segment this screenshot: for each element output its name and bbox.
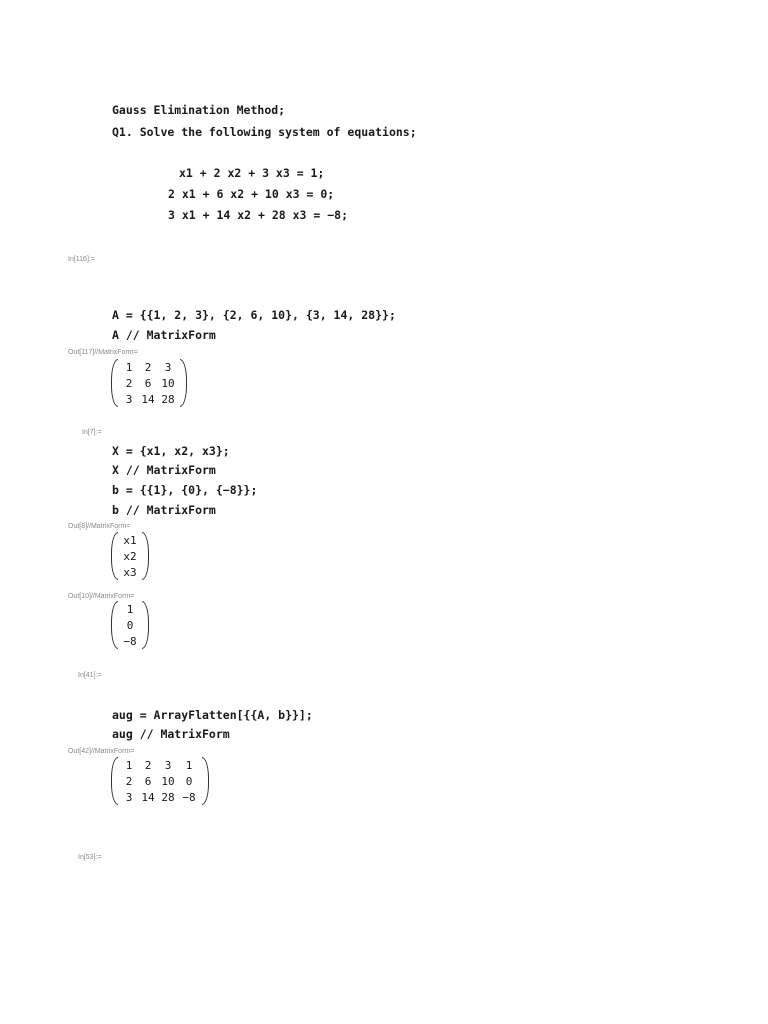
input-line-define-x[interactable]: X = {x1, x2, x3}; <box>112 444 230 458</box>
question-text: Q1. Solve the following system of equations; <box>112 125 417 139</box>
matrix-cell: 3 <box>164 360 172 374</box>
matrix-grid <box>118 532 142 580</box>
cell-label-in7: In[7]:= <box>82 429 102 436</box>
right-paren <box>142 532 149 580</box>
matrix-cell: 6 <box>144 376 152 390</box>
matrix-cell: 2 <box>144 758 152 772</box>
input-line-define-aug[interactable]: aug = ArrayFlatten[{{A, b}}]; <box>112 708 313 722</box>
matrix-cell: x1 <box>123 533 137 547</box>
matrix-cell: 1 <box>126 602 134 616</box>
matrix-cell: 1 <box>125 360 133 374</box>
matrix-cell: 14 <box>141 392 155 406</box>
input-line-a-matrixform[interactable]: A // MatrixForm <box>112 328 216 342</box>
equation-2: 2 x1 + 6 x2 + 10 x3 = 0; <box>168 187 335 201</box>
input-line-x-matrixform[interactable]: X // MatrixForm <box>112 463 216 477</box>
right-paren <box>202 757 209 805</box>
matrix-cell: 2 <box>144 360 152 374</box>
matrix-cell: x2 <box>123 549 137 563</box>
matrix-cell: 28 <box>161 392 175 406</box>
cell-label-in116: In[116]:= <box>68 256 95 263</box>
matrix-cell: 0 <box>126 618 134 632</box>
cell-label-in41: In[41]:= <box>78 672 102 679</box>
matrix-cell: 0 <box>185 774 193 788</box>
cell-label-out10: Out[10]//MatrixForm= <box>68 593 135 600</box>
right-paren <box>142 601 149 649</box>
input-line-define-b[interactable]: b = {{1}, {0}, {−8}}; <box>112 483 258 497</box>
matrix-cell: 1 <box>125 758 133 772</box>
notebook-title: Gauss Elimination Method; <box>112 103 286 117</box>
matrix-cell: 10 <box>161 774 175 788</box>
equation-3: 3 x1 + 14 x2 + 28 x3 = −8; <box>168 208 349 222</box>
right-paren <box>180 359 187 407</box>
left-paren <box>111 532 118 580</box>
left-paren <box>111 359 118 407</box>
cell-label-out8: Out[8]//MatrixForm= <box>68 523 131 530</box>
cell-label-out117: Out[117]//MatrixForm= <box>68 349 138 356</box>
matrix-cell: −8 <box>123 634 137 648</box>
matrix-cell: 3 <box>164 758 172 772</box>
equation-1: x1 + 2 x2 + 3 x3 = 1; <box>179 166 325 180</box>
matrix-b-output <box>111 601 149 649</box>
input-line-b-matrixform[interactable]: b // MatrixForm <box>112 503 216 517</box>
cell-label-out42: Out[42]//MatrixForm= <box>68 748 135 755</box>
matrix-cell: 6 <box>144 774 152 788</box>
matrix-grid <box>118 359 180 407</box>
matrix-cell: 2 <box>125 376 133 390</box>
input-line-aug-matrixform[interactable]: aug // MatrixForm <box>112 727 230 741</box>
matrix-cell: x3 <box>123 565 137 579</box>
left-paren <box>111 757 118 805</box>
matrix-grid <box>118 601 142 649</box>
matrix-grid <box>118 757 202 805</box>
matrix-cell: 10 <box>161 376 175 390</box>
left-paren <box>111 601 118 649</box>
cell-label-in53: In[53]:= <box>78 854 102 861</box>
matrix-cell: 3 <box>125 790 133 804</box>
matrix-cell: −8 <box>182 790 196 804</box>
matrix-a-output <box>111 359 187 407</box>
matrix-x-output <box>111 532 149 580</box>
matrix-cell: 28 <box>161 790 175 804</box>
input-line-define-a[interactable]: A = {{1, 2, 3}, {2, 6, 10}, {3, 14, 28}}; <box>112 308 396 322</box>
matrix-cell: 1 <box>185 758 193 772</box>
matrix-cell: 3 <box>125 392 133 406</box>
matrix-cell: 2 <box>125 774 133 788</box>
matrix-aug-output <box>111 757 209 805</box>
matrix-cell: 14 <box>141 790 155 804</box>
